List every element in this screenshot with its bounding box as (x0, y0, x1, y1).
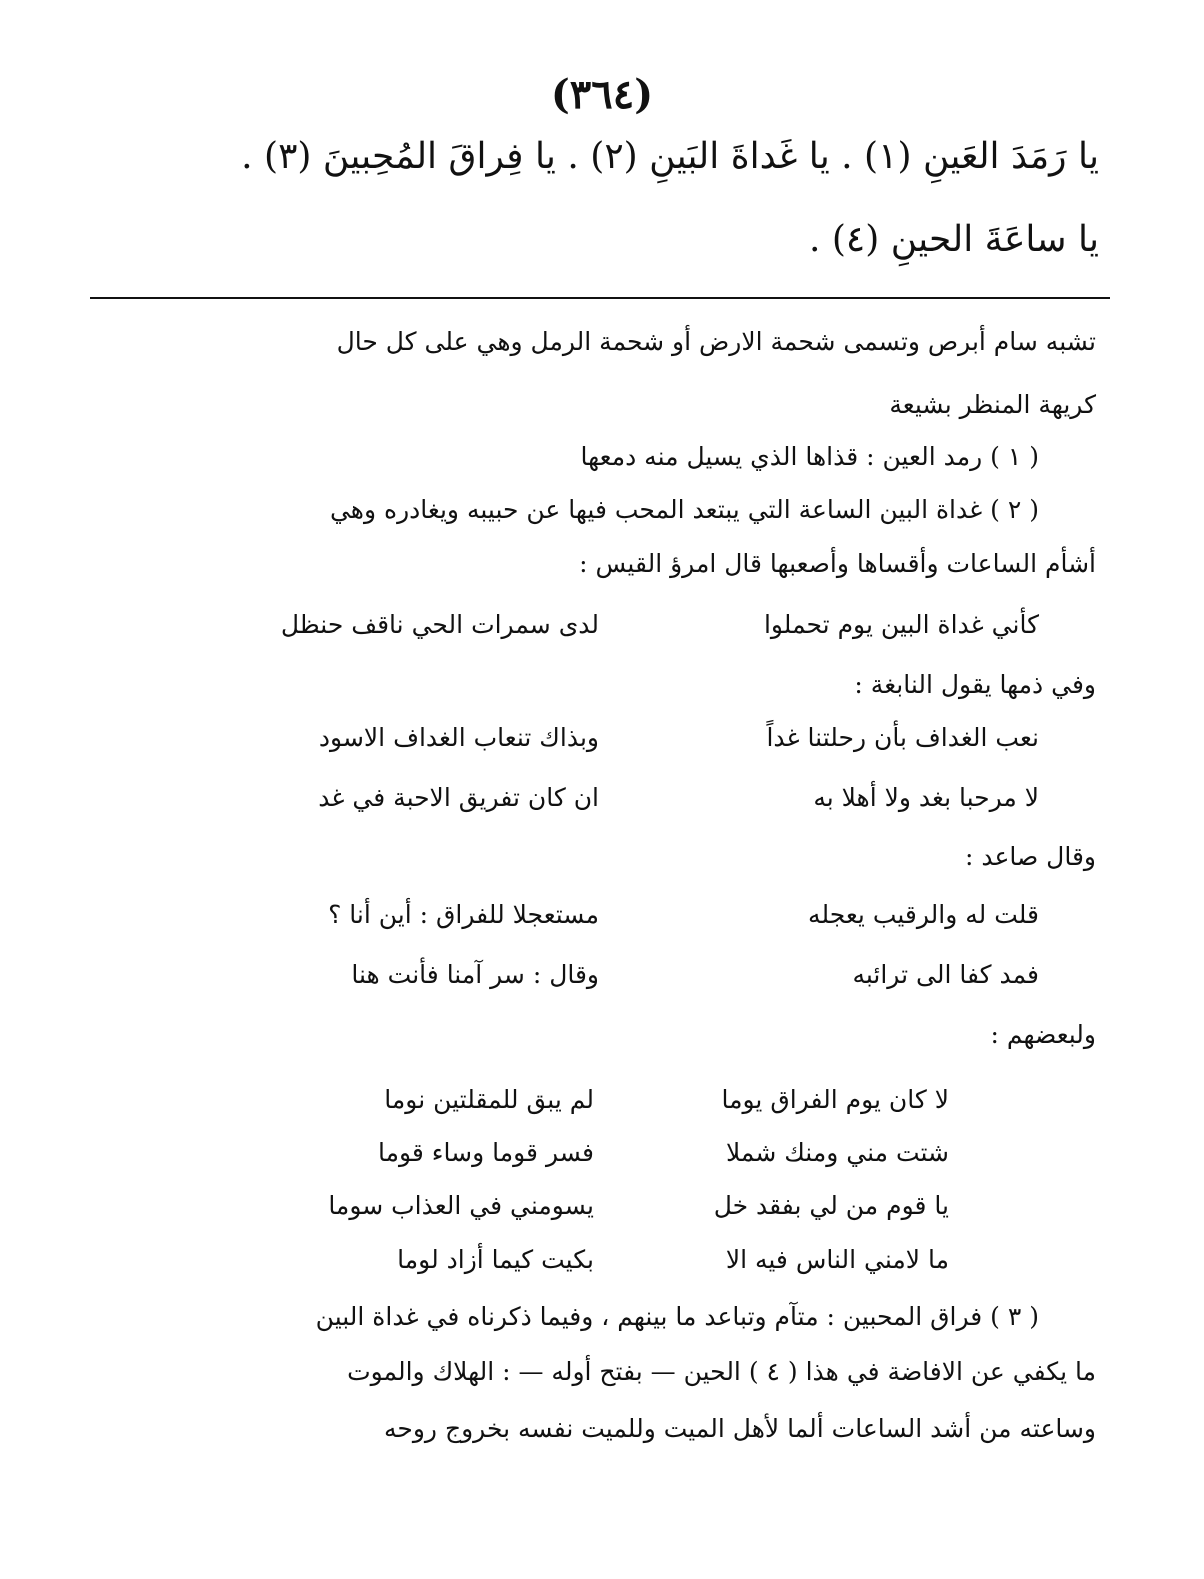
verse-intro-others: ولبعضهم : (990, 1020, 1096, 1049)
page-number: (٣٦٤) (550, 71, 654, 118)
main-text-line-2: يا ساعَةَ الحينِ (٤) . (808, 219, 1099, 260)
footnote-continuation-line-1: تشبه سام أبرص وتسمى شحمة الارض أو شحمة الرمل وهي على كل حال (336, 327, 1096, 356)
verse-hemistich-second: يسومني في العذاب سوما (328, 1191, 594, 1220)
verse-hemistich-first: فمد كفا الى ترائبه (852, 960, 1039, 989)
verse-hemistich-first: لا مرحبا بغد ولا أهلا به (813, 783, 1039, 812)
verse-hemistich-second: وبذاك تنعاب الغداف الاسود (318, 723, 599, 752)
verse-others-2 (209, 1133, 949, 1173)
verse-hemistich-second: وقال : سر آمنا فأنت هنا (351, 960, 599, 989)
verse-nabigha-1 (169, 718, 1039, 758)
verse-hemistich-first: ما لامني الناس فيه الا (725, 1245, 949, 1274)
footnote-2-line-2: أشأم الساعات وأقساها وأصعبها قال امرؤ القيس : (579, 549, 1096, 578)
footnote-3-line-3: وساعته من أشد الساعات ألما لأهل الميت وللميت نفسه بخروج روحه (384, 1414, 1096, 1443)
verse-imru-al-qais (169, 605, 1039, 645)
verse-hemistich-first: كأني غداة البين يوم تحملوا (763, 610, 1039, 639)
verse-hemistich-second: مستعجلا للفراق : أين أنا ؟ (328, 900, 599, 929)
verse-hemistich-first: شتت مني ومنك شملا (725, 1138, 949, 1167)
verse-saed-2 (169, 955, 1039, 995)
main-text-line-1: يا رَمَدَ العَينِ (١) . يا غَداةَ البَينِ (٢) . يا فِراقَ المُحِبينَ (٣) . (241, 136, 1099, 177)
footnote-divider (90, 297, 1110, 299)
verse-intro-nabigha: وفي ذمها يقول النابغة : (854, 670, 1096, 699)
verse-hemistich-first: نعب الغداف بأن رحلتنا غداً (766, 723, 1039, 752)
verse-hemistich-first: يا قوم من لي بفقد خل (713, 1191, 949, 1220)
verse-others-3 (209, 1186, 949, 1226)
verse-hemistich-second: لدى سمرات الحي ناقف حنظل (280, 610, 599, 639)
footnote-1: ( ١ ) رمد العين : قذاها الذي يسيل منه دمعها (580, 442, 1039, 471)
verse-saed-1 (169, 895, 1039, 935)
footnote-3-line-2: ما يكفي عن الافاضة في هذا ( ٤ ) الحين — بفتح أوله — : الهلاك والموت (347, 1357, 1096, 1386)
verse-hemistich-second: ان كان تفريق الاحبة في غد (318, 783, 599, 812)
verse-hemistich-second: بكيت كيما أزاد لوما (397, 1245, 594, 1274)
verse-others-4 (209, 1240, 949, 1280)
verse-hemistich-first: لا كان يوم الفراق يوما (721, 1085, 949, 1114)
verse-intro-saed: وقال صاعد : (964, 842, 1096, 871)
footnote-2-line-1: ( ٢ ) غداة البين الساعة التي يبتعد المحب فيها عن حبيبه ويغادره وهي (329, 495, 1039, 524)
verse-hemistich-first: قلت له والرقيب يعجله (808, 900, 1039, 929)
verse-hemistich-second: فسر قوما وساء قوما (377, 1138, 594, 1167)
verse-nabigha-2 (169, 778, 1039, 818)
footnote-continuation-line-2: كريهة المنظر بشيعة (889, 390, 1096, 419)
footnote-3-line-1: ( ٣ ) فراق المحبين : متآم وتباعد ما بينهم ، وفيما ذكرناه في غداة البين (315, 1302, 1039, 1331)
verse-others-1 (209, 1080, 949, 1120)
verse-hemistich-second: لم يبق للمقلتين نوما (384, 1085, 594, 1114)
